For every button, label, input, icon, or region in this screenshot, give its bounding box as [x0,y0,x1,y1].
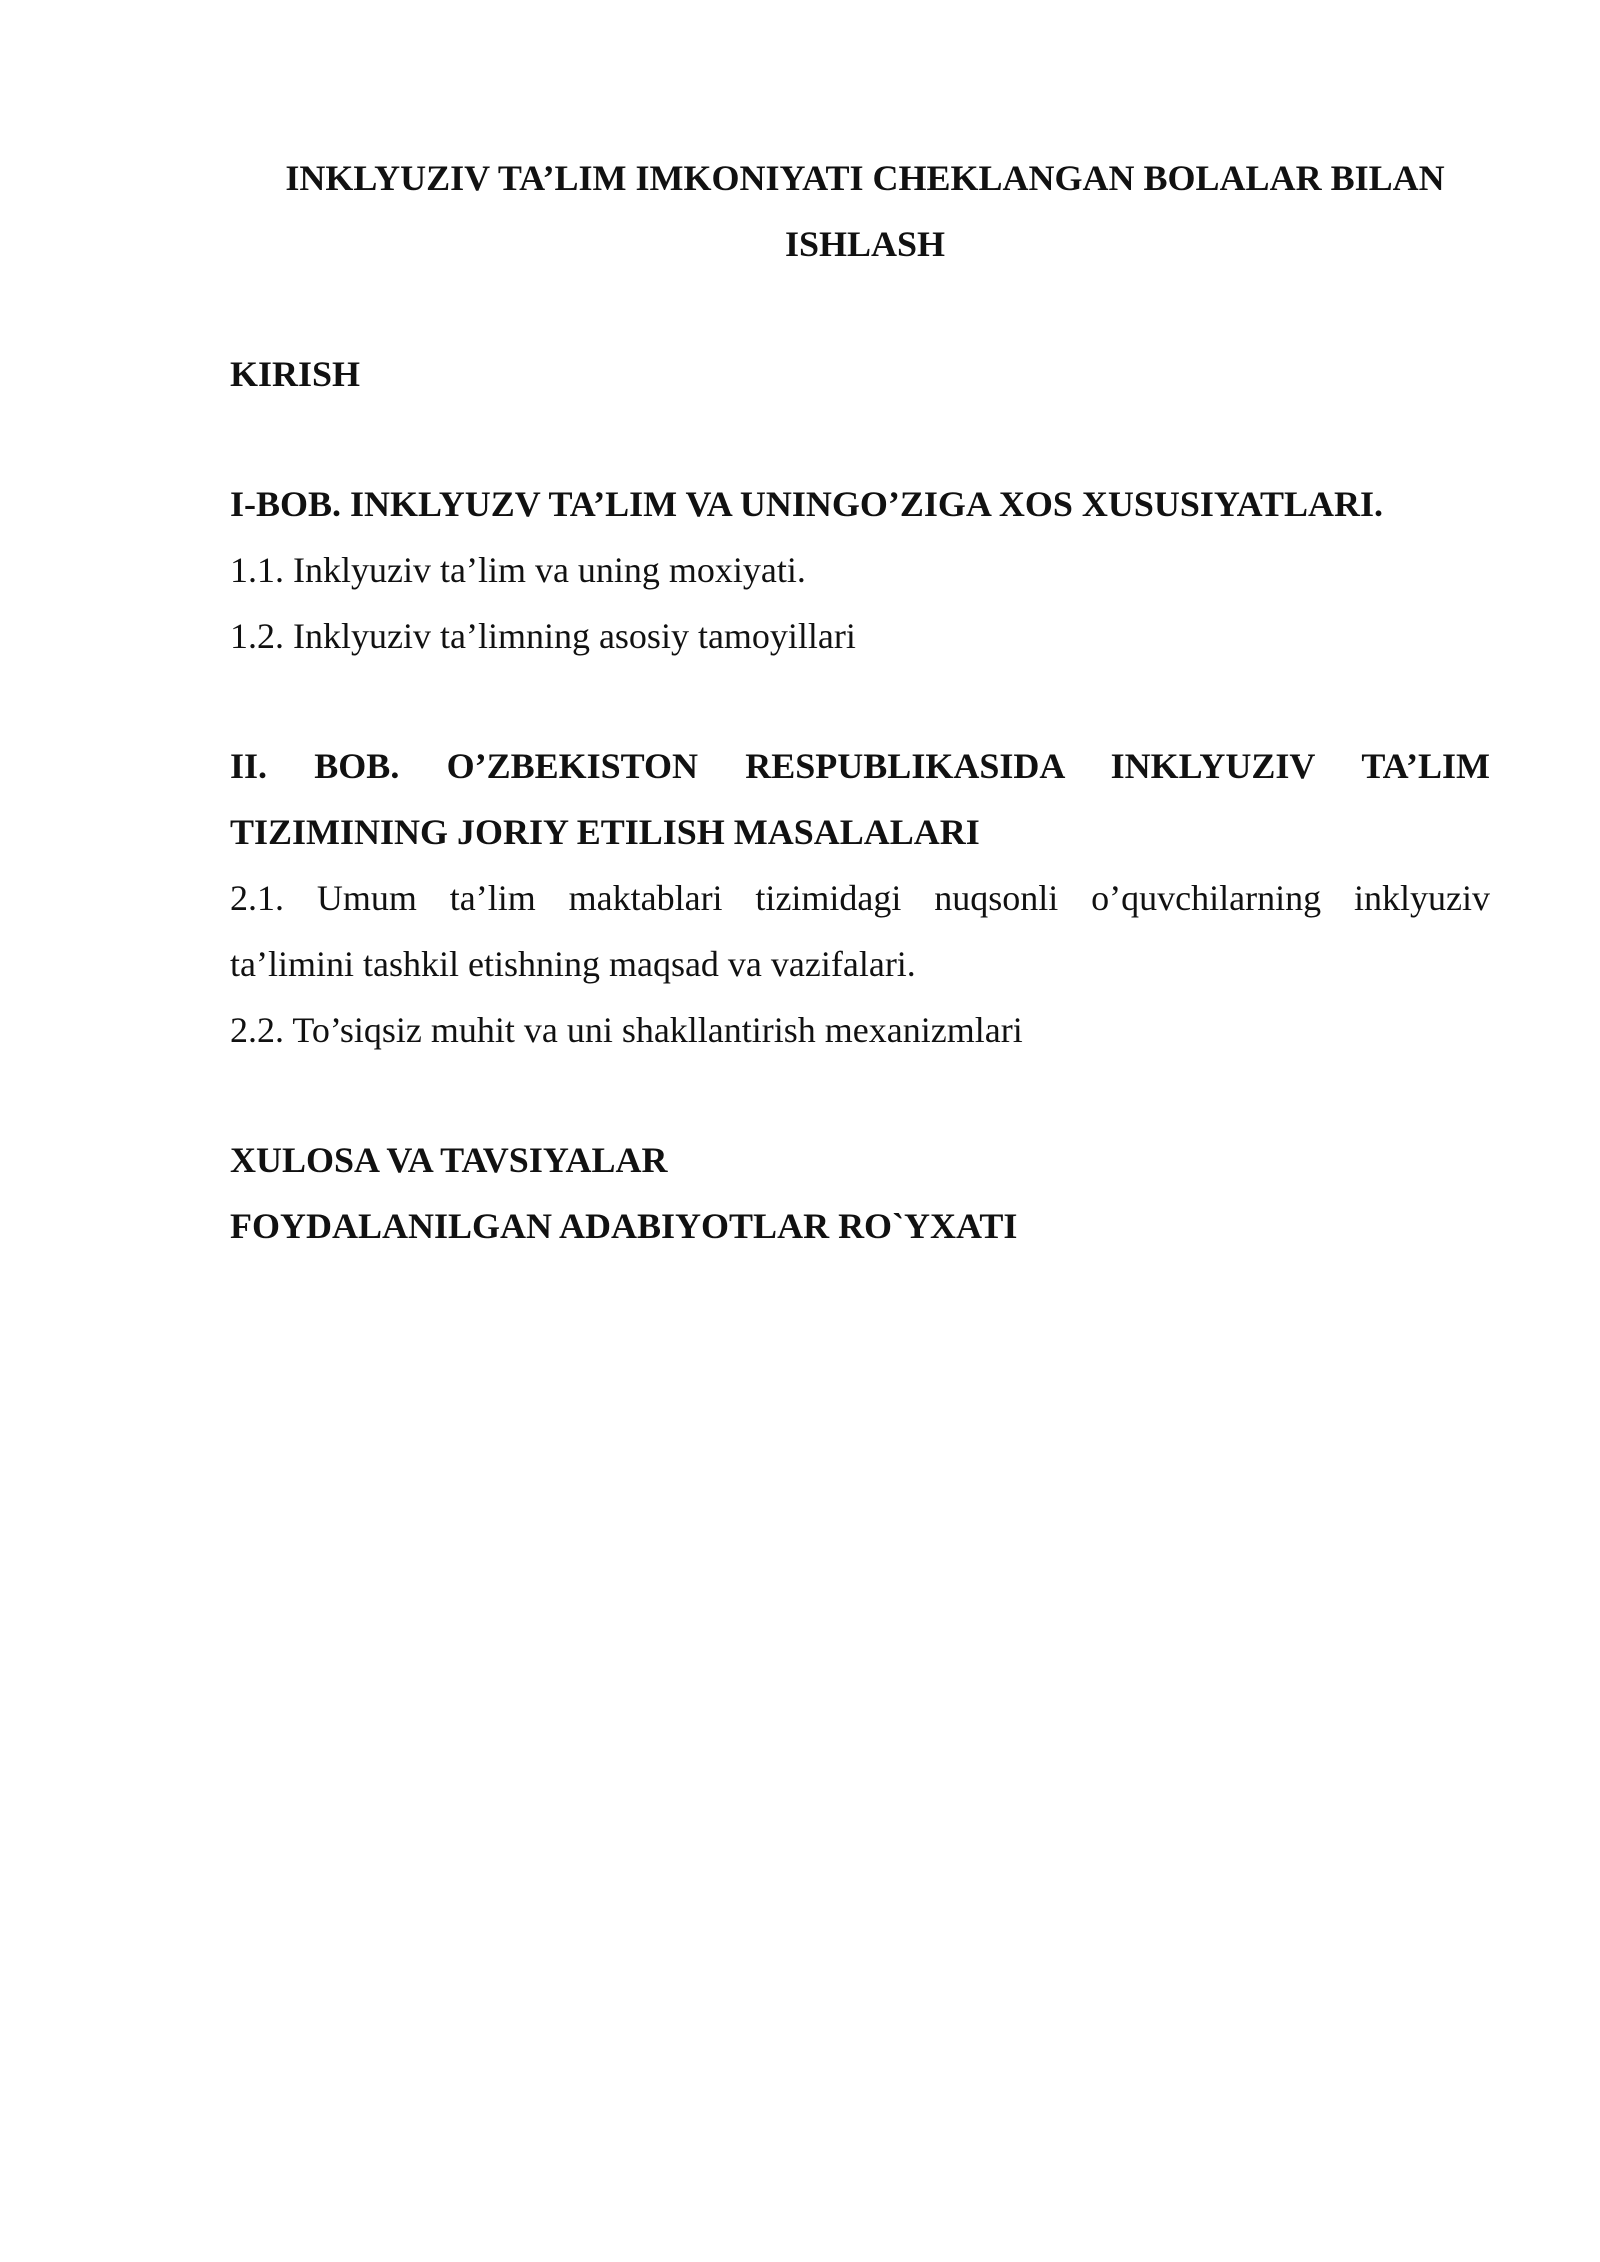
chapter-2-heading-line-2: TIZIMINING JORIY ETILISH MASALALARI [230,812,980,852]
spacer [230,1063,1490,1127]
document-title-line-1: INKLYUZIV TA’LIM IMKONIYATI CHEKLANGAN BOLALAR BILAN [285,158,1445,198]
spacer [230,407,1490,471]
chapter-1-item: 1.2. Inklyuziv ta’limning asosiy tamoyillari [230,616,856,656]
intro-heading: KIRISH [230,354,361,394]
document-title-line-2: ISHLASH [784,224,946,264]
chapter-2 [230,733,1490,1063]
chapter-1-heading: I-BOB. INKLYUZV TA’LIM VA UNINGO’ZIGA XOS XUSUSIYATLARI. [230,484,1383,524]
chapter-2-item-1-line-2: ta’limini tashkil etishning maqsad va vazifalari. [230,944,916,984]
chapter-2-item-2: 2.2. To’siqsiz muhit va uni shakllantirish mexanizmlari [230,1010,1023,1050]
conclusion-heading: XULOSA VA TAVSIYALAR [230,1140,668,1180]
chapter-2-item-1-line-1: 2.1. Umum ta’lim maktablari tizimidagi nuqsonli o’quvchilarning inklyuziv [230,878,1490,918]
references-heading: FOYDALANILGAN ADABIYOTLAR RO`YXATI [230,1206,1018,1246]
chapter-2-heading-line-1: II. BOB. O’ZBEKISTON RESPUBLIKASIDA INKLYUZIV TA’LIM [230,746,1490,786]
document-title [230,145,1490,277]
chapter-1-item: 1.1. Inklyuziv ta’lim va uning moxiyati. [230,550,806,590]
table-of-contents [230,145,1490,1259]
chapter-2-item-1 [230,865,1490,997]
spacer [230,669,1490,733]
chapter-1 [230,471,1490,669]
chapter-2-heading [230,733,1490,865]
spacer [230,277,1490,341]
